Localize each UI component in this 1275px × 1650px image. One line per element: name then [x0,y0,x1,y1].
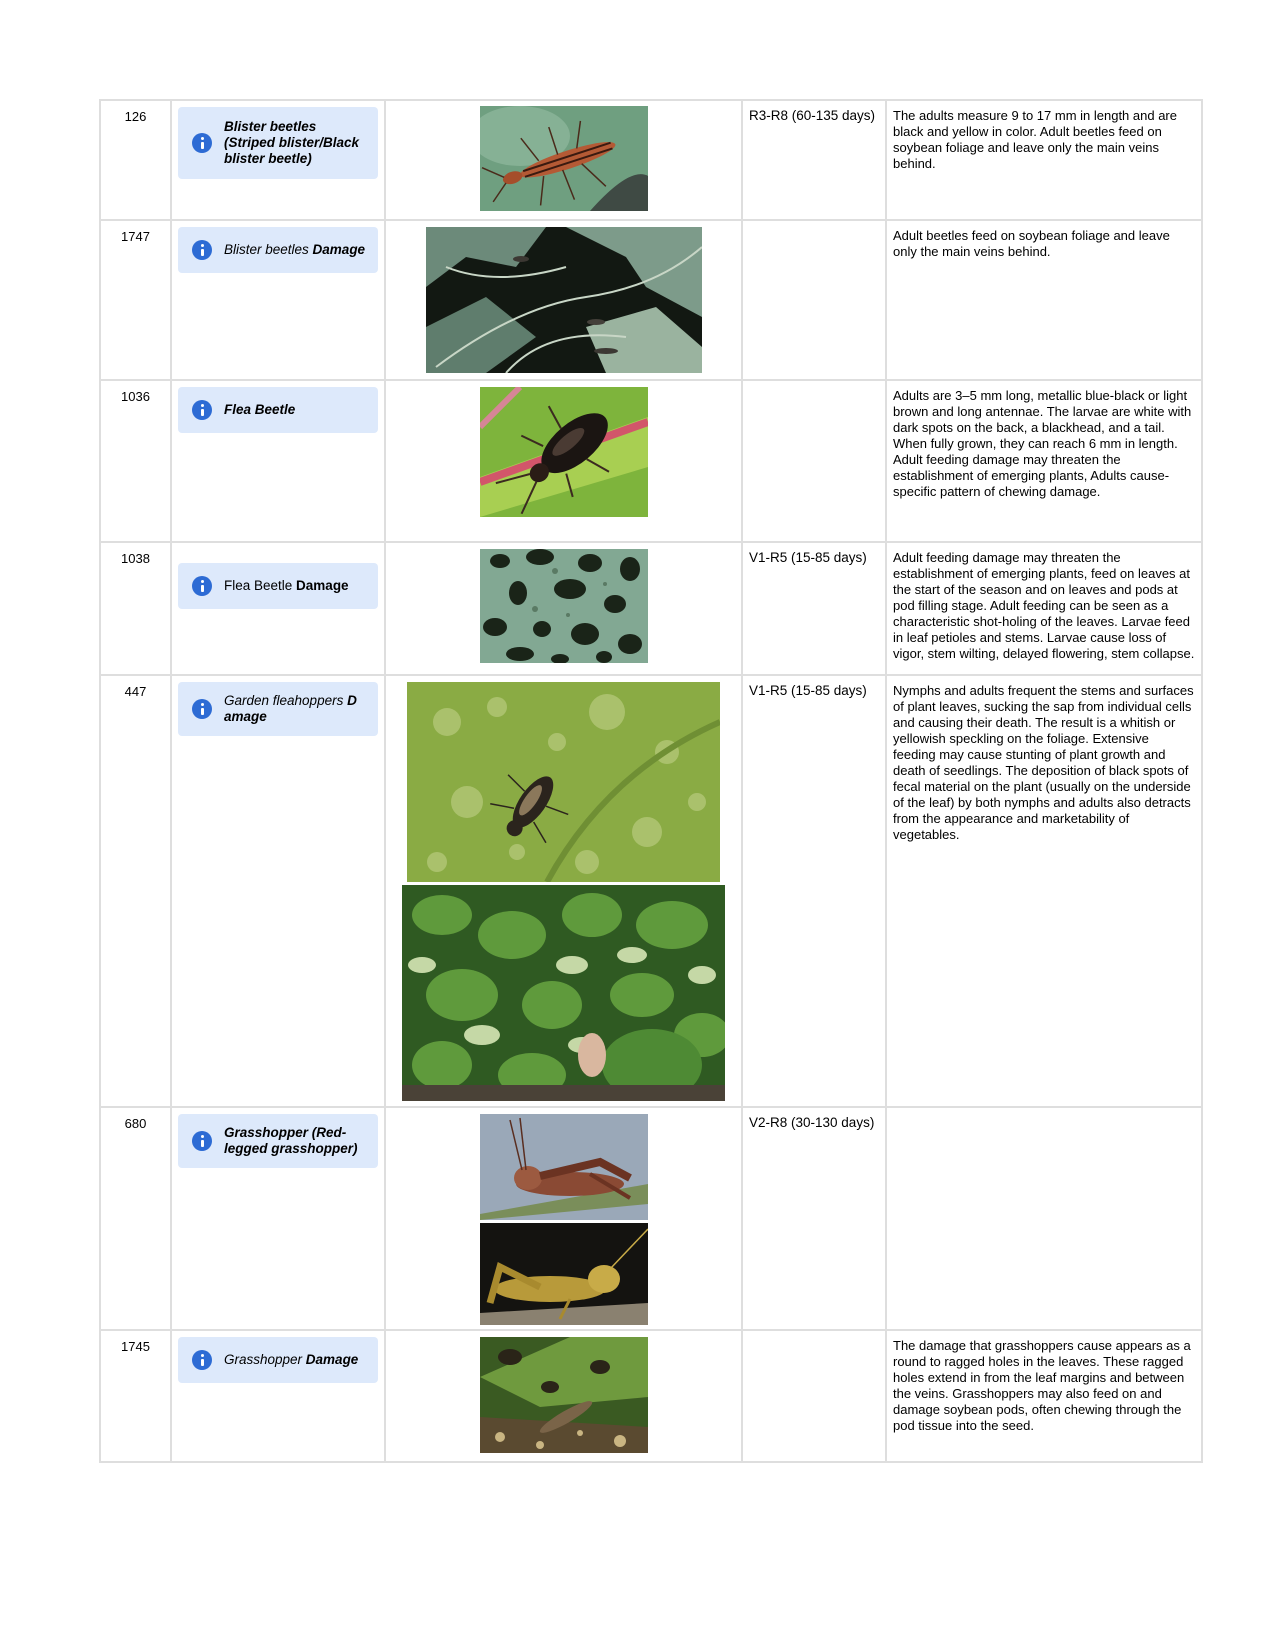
growth-stage [742,220,886,380]
growth-stage: R3-R8 (60-135 days) [742,100,886,220]
pest-table [99,99,1203,1463]
pest-id: 1036 [100,380,171,542]
table-row [100,220,1202,380]
pest-name-link[interactable] [178,107,378,179]
pest-name: Flea Beetle [224,402,296,417]
flea-beetle-photo [480,387,648,517]
pest-name-link[interactable] [178,227,378,273]
pest-name: Grasshopper Damage [224,1352,359,1367]
info-icon[interactable] [192,699,212,719]
pest-name: Blister beetles (Striped blister/Black blister beetle) [224,119,360,166]
pest-id: 1747 [100,220,171,380]
pest-description [886,1107,1202,1330]
pest-name-link[interactable] [178,387,378,433]
info-icon[interactable] [192,1350,212,1370]
grasshopper-damage-photo [480,1337,648,1453]
growth-stage [742,1330,886,1462]
pest-description: The adults measure 9 to 17 mm in length and are black and yellow in color. Adult beetles feed on soybean foliage and leave only the main veins behind. [886,100,1202,220]
growth-stage: V2-R8 (30-130 days) [742,1107,886,1330]
pest-id: 447 [100,675,171,1107]
info-icon[interactable] [192,1131,212,1151]
growth-stage: V1-R5 (15-85 days) [742,542,886,675]
flea-beetle-damage-photo [480,549,648,663]
table-row [100,100,1202,220]
pest-description: The damage that grasshoppers cause appears as a round to ragged holes in the leaves. These ragged holes extend in from the leaf margins and between the veins. Grasshoppers may also feed on and damage soybean pods, often chewing through the pod tissue into the seed. [886,1330,1202,1462]
garden-fleahopper-photo [407,682,720,882]
pest-description: Adults are 3–5 mm long, metallic blue-black or light brown and long antennae. The larvae are white with dark spots on the back, a blackhead, and a tail. When fully grown, they can reach 6 mm in length. Adult feeding damage may threaten the establishment of emerging plants, Adults cause-specific pattern of chewing damage. [886,380,1202,542]
pest-description: Nymphs and adults frequent the stems and surfaces of plant leaves, sucking the sap from individual cells and causing their death. The result is a whitish or yellowish speckling on the foliage. Extensive feeding may cause stunting of plant growth and death of seedlings. The deposition of black spots of fecal material on the plant (usually on the underside of the leaf) by both nymphs and adults also detracts from the appearance and marketability of vegetables. [886,675,1202,1107]
growth-stage: V1-R5 (15-85 days) [742,675,886,1107]
pest-id: 680 [100,1107,171,1330]
table-row [100,1330,1202,1462]
pest-name-link[interactable] [178,1114,378,1168]
blister-beetle-damage-photo [426,227,702,373]
grasshopper-photo [480,1223,648,1325]
growth-stage [742,380,886,542]
table-row [100,675,1202,1107]
pest-name-link[interactable] [178,563,378,609]
pest-name-link[interactable] [178,682,378,736]
pest-description: Adult beetles feed on soybean foliage and leave only the main veins behind. [886,220,1202,380]
info-icon[interactable] [192,240,212,260]
pest-name: Blister beetles Damage [224,242,366,257]
table-row [100,542,1202,675]
pest-name: Flea Beetle Damage [224,578,349,593]
table-row [100,380,1202,542]
pest-id: 1038 [100,542,171,675]
info-icon[interactable] [192,133,212,153]
pest-name-link[interactable] [178,1337,378,1383]
red-legged-grasshopper-photo [480,1114,648,1220]
pest-name: Garden fleahoppers Damage [224,693,357,724]
pest-id: 126 [100,100,171,220]
info-icon[interactable] [192,576,212,596]
soybean-speckling-damage-photo [402,885,725,1101]
pest-id: 1745 [100,1330,171,1462]
pest-description: Adult feeding damage may threaten the establishment of emerging plants, feed on leaves at the start of the season and on leaves and pods at pod filling stage. Adult feeding can be seen as a characteristic shot-holing of the leaves. Larvae feed in leaf petioles and stems. Larvae cause loss of vigor, stem wilting, delayed flowering, stem collapse. [886,542,1202,675]
striped-blister-beetle-photo [480,106,648,211]
pest-name: Grasshopper (Red-legged grasshopper) [224,1125,358,1156]
info-icon[interactable] [192,400,212,420]
table-row [100,1107,1202,1330]
